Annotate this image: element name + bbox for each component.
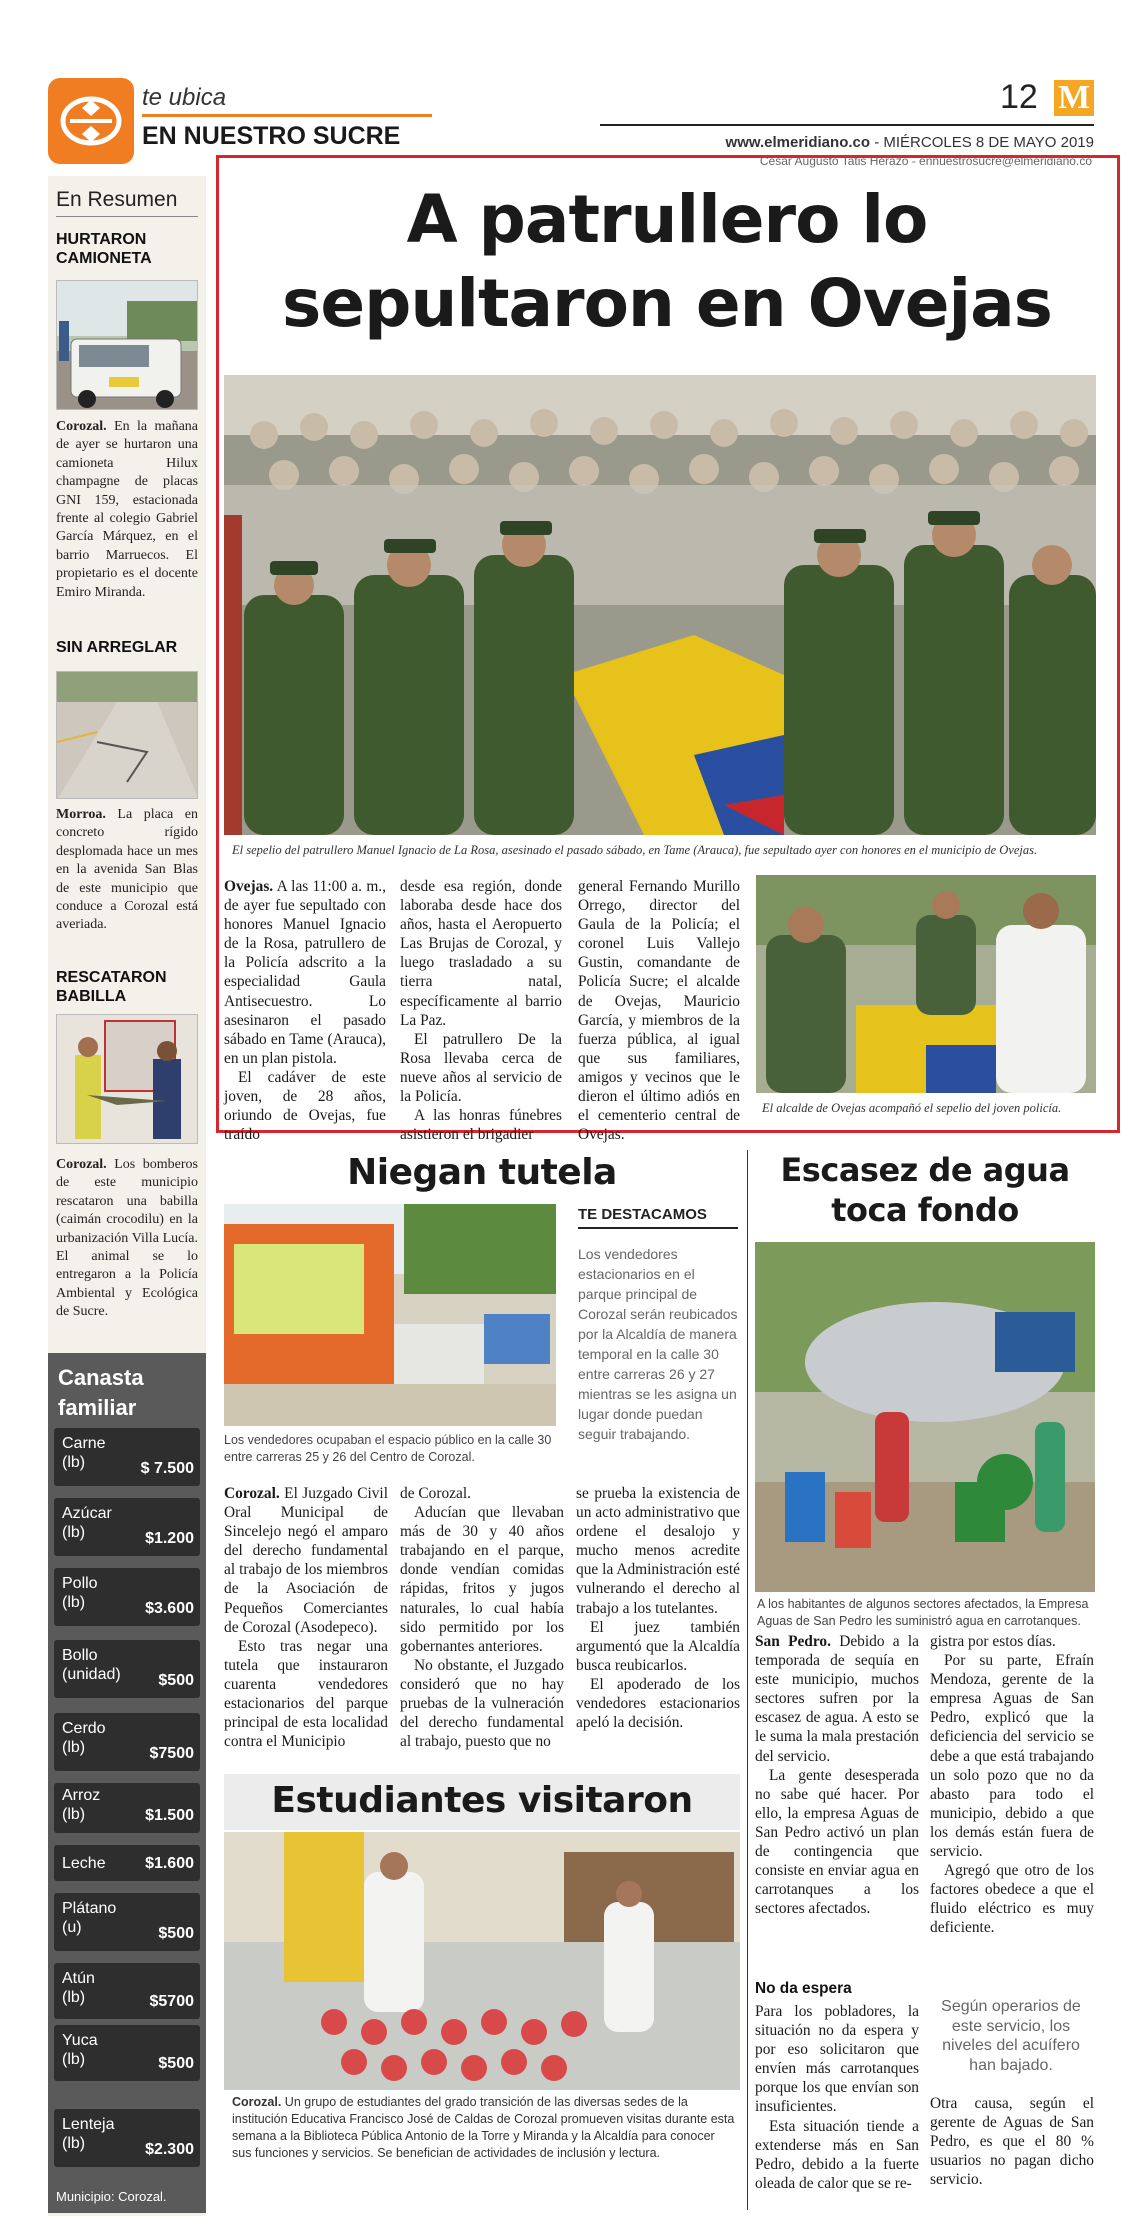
water-column-1b: Para los pobladores, la situación no da espera y por eso solicitaron que envíen más carrotanques porque los que envían son insuficientes. Esta situación tiende a extenderse más en San Pedro, debido a la fuerte oleada de calor que se re- — [755, 2003, 919, 2192]
basket-note: Municipio: Corozal. — [56, 2189, 167, 2204]
water-photo-caption: A los habitantes de algunos sectores afectados, la Empresa Aguas de San Pedro les suministró agua en carrotanques. — [757, 1597, 1089, 1628]
water-headline: Escasez de agua toca fondo — [780, 1151, 1070, 1229]
lead-photo-caption: El sepelio del patrullero Manuel Ignacio de La Rosa, asesinado el pasado sábado, en Tame (Arauca), fue sepultado ayer con honores en el municipio de Ovejas. — [232, 843, 1038, 857]
water-column-1: San Pedro. Debido a la temporada de sequía en este municipio, muchos sectores sufren por la escasez de agua. A esto se le suma la mala prestación del servicio. La gente desesperada no sabe qué hacer. Por ello, la empresa Aguas de San Pedro activó un plan de contingencia que consiste en enviar agua en carrotanques a los sectores afectados. — [755, 1633, 919, 1918]
highlight-text: Los vendedores estacionarios en el parque principal de Corozal serán reubicados por la Alcaldía de manera temporal en la calle 30 entre carreras 26 y 27 mientras se les asigna un lugar donde puedan seguir trabajando. — [578, 1246, 738, 1442]
brief-kicker: HURTARON CAMIONETA — [56, 231, 152, 267]
sidebar-heading: En Resumen — [56, 188, 178, 211]
water-subhead: No da espera — [755, 1980, 852, 1997]
lead-column-3: general Fernando Murillo Orrego, director del Gaula de la Policía; el coronel Luis Vallejo Gustin, comandante de Policía Sucre; el alcalde de Ovejas, Mauricio García, y miembros de la fuerza pública, al igual que sus familiares, amigos y vecinos que le dieron el último adiós en el cementerio central de Ovejas. — [578, 878, 740, 1144]
price-item: Pollo (lb) $3.600 — [54, 1568, 200, 1626]
brief-kicker: SIN ARREGLAR — [56, 639, 178, 656]
brief-text: Corozal. En la mañana de ayer se hurtaron una camioneta Hilux champagne de placas GNI 159, estacionada frente al colegio Gabriel García Márquez, en el barrio Marruecos. El propietario es el docente Emiro Miranda. — [56, 419, 198, 600]
lead-photo-funeral — [224, 375, 1096, 835]
students-photo-library — [224, 1832, 740, 2090]
section-logo — [48, 78, 134, 164]
location-pin-icon — [48, 78, 134, 164]
section-byline: César Augusto Tatis Herazo - ennuestrosucre@elmeridiano.co — [759, 154, 1092, 168]
students-caption: Corozal. Un grupo de estudiantes del grado transición de las diversas sedes de la institución Educativa Francisco José de Caldas de Corozal promueven visitas durante esta semana a la Biblioteca Pública Antonio de la Torre y Miranda y la Alcaldía para conocer sus funciones y servicios. Se benefician de actividades de inclusión y lectura. — [232, 2095, 735, 2160]
brand-logo: M — [1054, 80, 1094, 116]
inset-photo-caption: El alcalde de Ovejas acompañó el sepelio del joven policía. — [762, 1101, 1062, 1115]
price-value: $3.600 — [145, 1600, 194, 1617]
tutela-headline: Niegan tutela — [347, 1152, 617, 1193]
students-headline: Estudiantes visitaron — [271, 1780, 693, 1821]
section-kicker: te ubica — [142, 84, 227, 111]
water-column-2: gistra por estos días. Por su parte, Efraín Mendoza, gerente de la empresa Aguas de San Pedro, explicó que la deficiencia del servicio se debe a que está trabajando un solo pozo que no da abasto para todo el municipio, debido a que los demás están fuera de servicio. Agregó que otro de los factores obedece a que el fluido eléctrico es muy deficiente. — [930, 1633, 1094, 1937]
price-value: $2.300 — [145, 2141, 194, 2158]
tutela-column-2: de Corozal. Aducían que llevaban más de 30 y 40 años trabajando en el parque, donde vendían comidas rápidas, fritos y jugos naturales, lo cual había sido permitido por los gobernantes anteriores. No obstante, el Juzgado consideró que no hay pruebas de la vulneración del derecho fundamental al trabajo, puesto que no — [400, 1485, 564, 1751]
price-item: Cerdo (lb) $7500 — [54, 1713, 200, 1771]
basket-title: Canasta familiar — [58, 1365, 144, 1420]
price-value: $500 — [158, 1672, 194, 1689]
highlight-heading: TE DESTACAMOS — [578, 1206, 738, 1229]
price-item: Azúcar (lb) $1.200 — [54, 1498, 200, 1556]
brief-text: Morroa. La placa en concreto rígido desplomada hace un mes en la avenida San Blas de este municipio que conduce a Corozal está averiada. — [56, 807, 198, 933]
price-value: $500 — [158, 2055, 194, 2072]
price-item: Bollo (unidad) $500 — [54, 1640, 200, 1698]
price-item: Yuca (lb) $500 — [54, 2025, 200, 2081]
header-divider — [600, 124, 1094, 126]
price-item: Arroz (lb) $1.500 — [54, 1783, 200, 1833]
sidebar-divider — [56, 216, 198, 217]
column-divider — [747, 1150, 748, 2210]
price-value: $ 7.500 — [140, 1460, 194, 1477]
water-photo-tanker — [755, 1242, 1095, 1592]
tutela-photo-caption: Los vendedores ocupaban el espacio público en la calle 30 entre carreras 25 y 26 del Centro de Corozal. — [224, 1433, 552, 1464]
price-value: $7500 — [149, 1745, 194, 1762]
dateline — [726, 134, 1094, 151]
kicker-divider — [142, 114, 432, 117]
brief-photo-truck — [56, 280, 198, 410]
lead-column-2: desde esa región, donde laboraba desde hace dos años, hasta el Aeropuerto Las Brujas de Corozal, y luego trasladado a su tierra natal, específicamente al barrio La Paz. El patrullero De la Rosa llevaba cerca de nueve años al servicio de la Policía. A las honras fúnebres asistieron el brigadier — [400, 878, 562, 1144]
inset-photo-mayor — [756, 875, 1096, 1093]
price-item: Atún (lb) $5700 — [54, 1963, 200, 2019]
price-basket — [48, 1353, 206, 2213]
price-item: Carne (lb) $ 7.500 — [54, 1428, 200, 1486]
price-value: $1.200 — [145, 1530, 194, 1547]
water-pullquote: Según operarios de este servicio, los niveles del acuífero han bajado. — [941, 1998, 1081, 2074]
price-value: $1.500 — [145, 1807, 194, 1824]
tutela-column-1: Corozal. El Juzgado Civil Oral Municipal de Sincelejo negó el amparo del derecho fundamental al trabajo de los miembros de la Asociación de Pequeños Comerciantes de Corozal (Asodepeco). Esto tras negar una tutela que instauraron cuarenta vendedores estacionarios del parque principal de esta localidad contra el Municipio — [224, 1485, 388, 1751]
price-value: $1.600 — [145, 1855, 194, 1872]
price-item: Lenteja (lb) $2.300 — [54, 2109, 200, 2167]
lead-column-1: Ovejas. A las 11:00 a. m., de ayer fue sepultado con honores Manuel Ignacio de la Rosa, patrullero de la Policía adscrito a la especialidad Gaula Antisecuestro. Lo asesinaron el pasado sábado en Tame (Arauca), en un plan pistola. El cadáver de este joven, de 28 años, oriundo de Ovejas, fue traído — [224, 878, 386, 1144]
issue-date: - MIÉRCOLES 8 DE MAYO 2019 — [870, 134, 1094, 151]
water-column-2b: Otra causa, según el gerente de Aguas de San Pedro, es que el 80 % usuarios no pagan dicho servicio. — [930, 2095, 1094, 2189]
brief-photo-road — [56, 671, 198, 799]
tutela-column-3: se prueba la existencia de un acto administrativo que ordene el desalojo y mucho menos acredite que la Administración esté vulnerando el derecho al trabajo a los tutelantes. El juez también argumentó que la Alcaldía busca reubicarlos. El apoderado de los vendedores estacionarios apeló la decisión. — [576, 1485, 740, 1732]
brief-photo-caiman — [56, 1014, 198, 1144]
section-title: EN NUESTRO SUCRE — [142, 122, 401, 150]
price-value: $500 — [158, 1925, 194, 1942]
price-item: Plátano (u) $500 — [54, 1893, 200, 1951]
page-number: 12 — [1000, 78, 1038, 116]
brief-text: Corozal. Los bomberos de este municipio rescataron una babilla (caimán crocodilu) en la urbanización Villa Lucía. El animal se lo entregaron a la Policía Ambiental y Ecológica de Sucre. — [56, 1157, 198, 1320]
brief-kicker: RESCATARON BABILLA — [56, 969, 167, 1005]
price-item: Leche $1.600 — [54, 1845, 200, 1881]
lead-headline: A patrullero lo sepultaron en Ovejas — [282, 181, 1052, 342]
price-value: $5700 — [149, 1993, 194, 2010]
tutela-photo-vendors — [224, 1204, 556, 1426]
website-link[interactable]: www.elmeridiano.co — [725, 134, 871, 151]
